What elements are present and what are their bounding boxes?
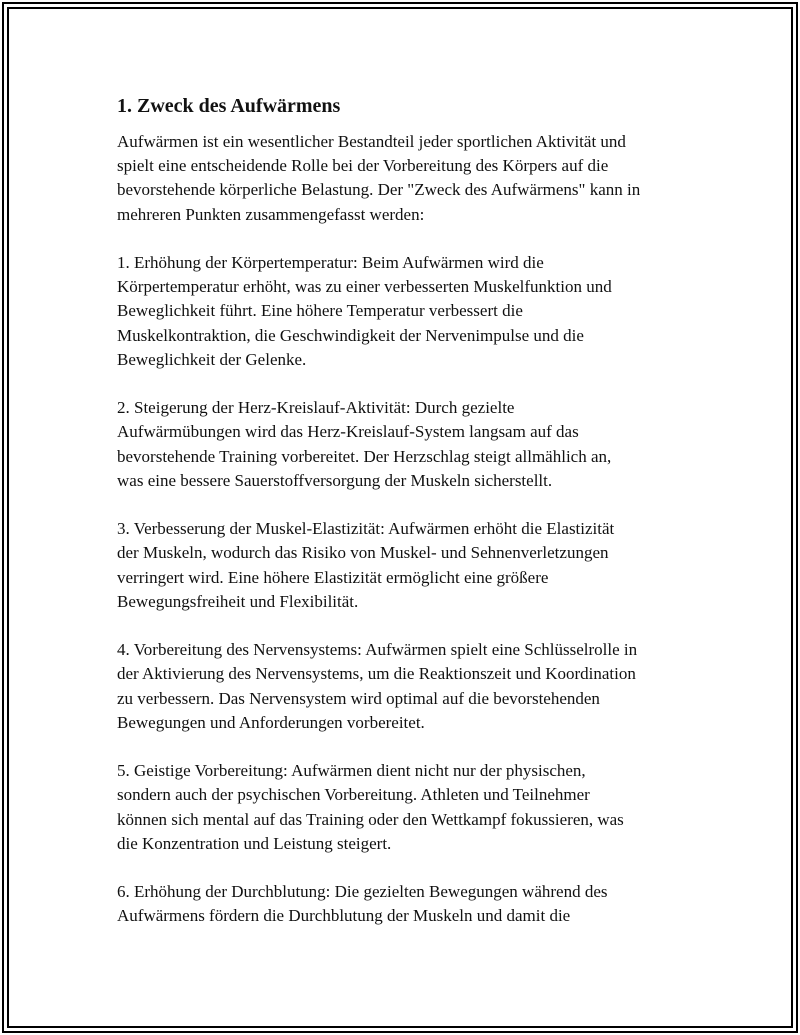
section-heading: 1. Zweck des Aufwärmens xyxy=(117,95,341,117)
point-blood-circulation: 6. Erhöhung der Durchblutung: Die gezielten Bewegungen während des Aufwärmens fördern die Durchblutung der Muskeln und damit die xyxy=(117,882,608,926)
point-nervous-system: 4. Vorbereitung des Nervensystems: Aufwärmen spielt eine Schlüsselrolle in der Aktivierung des Nervensystems, um die Reaktionszeit und Koordination zu verbessern. Das Nervensystem wird optimal auf die bevorstehenden Bewegungen und Anforderungen vorbereitet. xyxy=(117,640,638,732)
intro-paragraph: Aufwärmen ist ein wesentlicher Bestandteil jeder sportlichen Aktivität und spielt eine entscheidende Rolle bei der Vorbereitung des Körpers auf die bevorstehende körperliche Belastung. Der "Zweck des Aufwärmens" kann in mehreren Punkten zusammengefasst werden: xyxy=(117,132,641,224)
document-body xyxy=(117,92,697,953)
point-mental-preparation: 5. Geistige Vorbereitung: Aufwärmen dient nicht nur der physischen, sondern auch der psychischen Vorbereitung. Athleten und Teilnehmer können sich mental auf das Training oder den Wettkampf fokussieren, was die Konzentration und Leistung steigert. xyxy=(117,761,624,853)
point-muscle-elasticity: 3. Verbesserung der Muskel-Elastizität: Aufwärmen erhöht die Elastizität der Muskeln, wodurch das Risiko von Muskel- und Sehnenverletzungen verringert wird. Eine höhere Elastizität ermöglicht eine größere Bewegungsfreiheit und Flexibilität. xyxy=(117,519,615,611)
point-body-temperature: 1. Erhöhung der Körpertemperatur: Beim Aufwärmen wird die Körpertemperatur erhöht, was zu einer verbesserten Muskelfunktion und Beweglichkeit führt. Eine höhere Temperatur verbessert die Muskelkontraktion, die Geschwindigkeit der Nervenimpulse und die Beweglichkeit der Gelenke. xyxy=(117,253,612,369)
point-cardiovascular: 2. Steigerung der Herz-Kreislauf-Aktivität: Durch gezielte Aufwärmübungen wird das Herz-Kreislauf-System langsam auf das bevorstehende Training vorbereitet. Der Herzschlag steigt allmählich an, was eine bessere Sauerstoffversorgung der Muskeln sicherstellt. xyxy=(117,398,612,490)
